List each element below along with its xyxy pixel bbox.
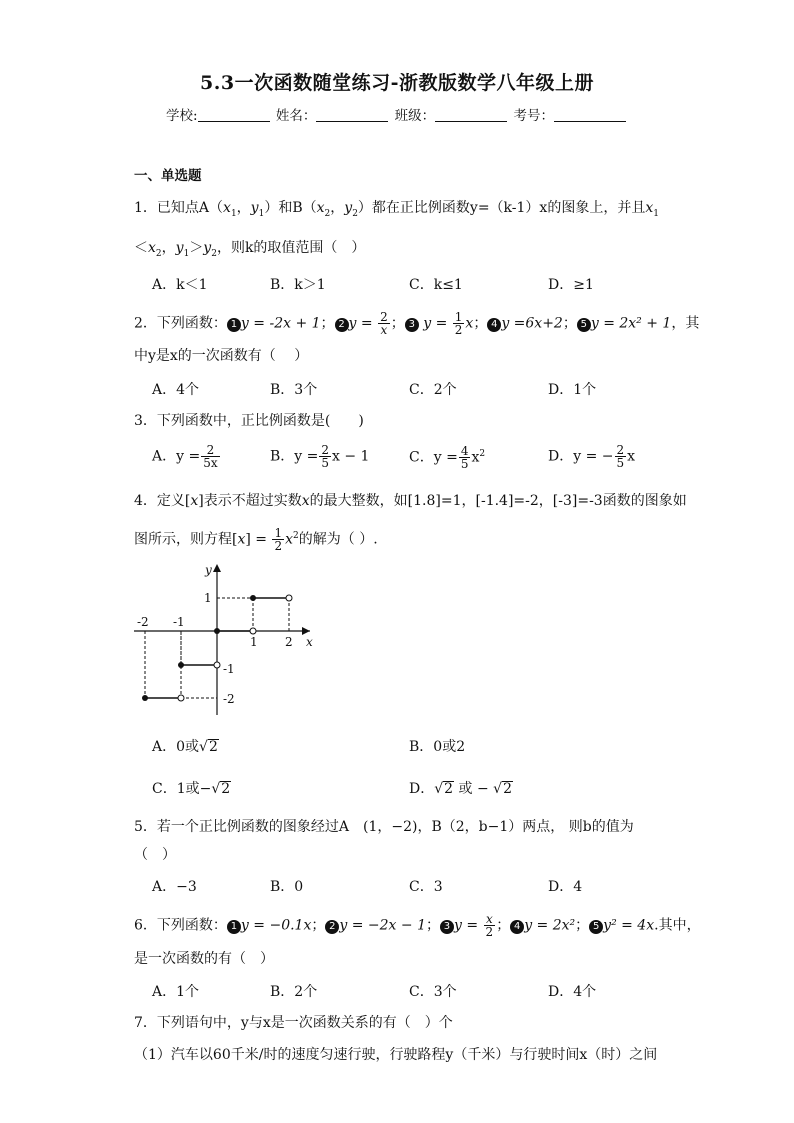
q6-option-b[interactable]: B．2个: [270, 984, 318, 1000]
q4-option-c[interactable]: C．1或−√2: [152, 781, 231, 797]
q1-option-b[interactable]: B．k＞1: [270, 277, 326, 293]
q4-option-b[interactable]: B．0或2: [409, 739, 466, 755]
q3-option-a[interactable]: A．y = $\frac{2}{5x}$: [152, 443, 218, 470]
id-label: 考号：: [513, 108, 554, 124]
floor-function-graph: [130, 560, 330, 720]
q6-option-d[interactable]: D．4个: [548, 984, 597, 1000]
point-open: [178, 695, 184, 701]
xtick-label: 2: [285, 635, 293, 649]
y-axis-arrow: [213, 564, 221, 572]
id-field[interactable]: [554, 108, 626, 122]
q2-option-c[interactable]: C．2个: [409, 382, 457, 398]
q2-option-b[interactable]: B．3个: [270, 382, 318, 398]
point-open: [214, 662, 220, 668]
q2-line2: 中y是x的一次函数有（ ）: [134, 348, 309, 364]
q3-option-d[interactable]: D．y = − $\frac{2}{5}$ x: [548, 443, 636, 470]
class-field[interactable]: [435, 108, 507, 122]
xtick-label: -2: [137, 615, 149, 629]
q2-option-a[interactable]: A．4个: [152, 382, 200, 398]
q5-option-d[interactable]: D．4: [548, 879, 583, 895]
q6-option-a[interactable]: A．1个: [152, 984, 200, 1000]
point-open: [286, 595, 292, 601]
q5-option-a[interactable]: A．−3: [152, 879, 197, 895]
name-label: 姓名：: [275, 108, 317, 124]
q4-option-d[interactable]: D．√2 或 − √2: [409, 781, 513, 797]
student-info-row: [0, 104, 794, 124]
y-axis-label: y: [205, 563, 212, 577]
q1-option-d[interactable]: D．≥1: [548, 277, 594, 293]
school-label: 学校:: [166, 108, 198, 124]
q2-line1: 2．下列函数： 1 y = -2x + 1； 2 y = $\frac{2}{x}$ ； 3 y = $\frac{1}{2}$ x； 4 y =6x+2； 5 y = 2x² + 1，其: [134, 310, 700, 337]
class-label: 班级：: [394, 108, 436, 124]
q1-line2: $<x_2$，$y_1>y_2$，则k的取值范围（ ）: [134, 240, 366, 259]
q7-line2: （1）汽车以60千米/时的速度匀速行驶，行驶路程y（千米）与行驶时间x（时）之间: [134, 1047, 658, 1063]
point-closed: [214, 628, 220, 634]
q6-line1: 6．下列函数： 1 y = −0.1x； 2 y = −2x − 1； 3 y = $\frac{x}{2}$ ； 4 y = 2x²； 5 y² = 4x.其中，: [134, 912, 701, 939]
q5-option-c[interactable]: C．3: [409, 879, 443, 895]
q3-line1: 3．下列函数中，正比例函数是( ): [134, 413, 364, 429]
q4-line2: 图所示，则方程[x] = $\frac{1}{2}$ $x^2$的解为（ ）.: [134, 526, 378, 554]
name-field[interactable]: [316, 108, 388, 122]
q6-option-c[interactable]: C．3个: [409, 984, 457, 1000]
q1-option-c[interactable]: C．k≤1: [409, 277, 463, 293]
q5-line2: （ ）: [134, 847, 176, 863]
x-axis-label: x: [306, 635, 313, 649]
q3-option-b[interactable]: B．y = $\frac{2}{5}$ x − 1: [270, 443, 370, 470]
q4-option-a[interactable]: A．0或√2: [152, 739, 218, 755]
q7-line1: 7．下列语句中，y与x是一次函数关系的有（ ）个: [134, 1015, 453, 1031]
school-field[interactable]: [198, 108, 270, 122]
q5-line1: 5．若一个正比例函数的图象经过A (1，−2)，B（2，b−1）两点， 则b的值为: [134, 819, 634, 835]
xtick-label: -1: [173, 615, 185, 629]
q4-line1: 4．定义[x]表示不超过实数x的最大整数，如[1.8]=1，[-1.4]=-2，[-3]=-3函数的图象如: [134, 493, 687, 509]
q1-option-a[interactable]: A．k＜1: [152, 277, 208, 293]
xtick-label: 1: [250, 635, 258, 649]
point-closed: [178, 662, 184, 668]
x-axis-arrow: [302, 627, 310, 635]
q1-line1: 1．已知点$A(x_1$，$y_1$）和$B(x_2$，$y_2$）都在正比例函数y=（k-1）x的图象上，并且$x_1$: [134, 200, 659, 219]
ytick-label: -2: [223, 692, 235, 706]
q3-option-c[interactable]: C．y = $\frac{4}{5}$ $x^2$: [409, 444, 486, 472]
q5-option-b[interactable]: B．0: [270, 879, 304, 895]
page-title: 5.3一次函数随堂练习-浙教版数学八年级上册: [200, 72, 594, 94]
q6-line2: 是一次函数的有（ ）: [134, 951, 274, 967]
ytick-label: 1: [204, 591, 212, 605]
ytick-label: -1: [223, 662, 235, 676]
point-closed: [250, 595, 256, 601]
section-heading: 一、单选题: [134, 168, 202, 184]
point-closed: [142, 695, 148, 701]
point-open: [250, 628, 256, 634]
q2-option-d[interactable]: D．1个: [548, 382, 597, 398]
